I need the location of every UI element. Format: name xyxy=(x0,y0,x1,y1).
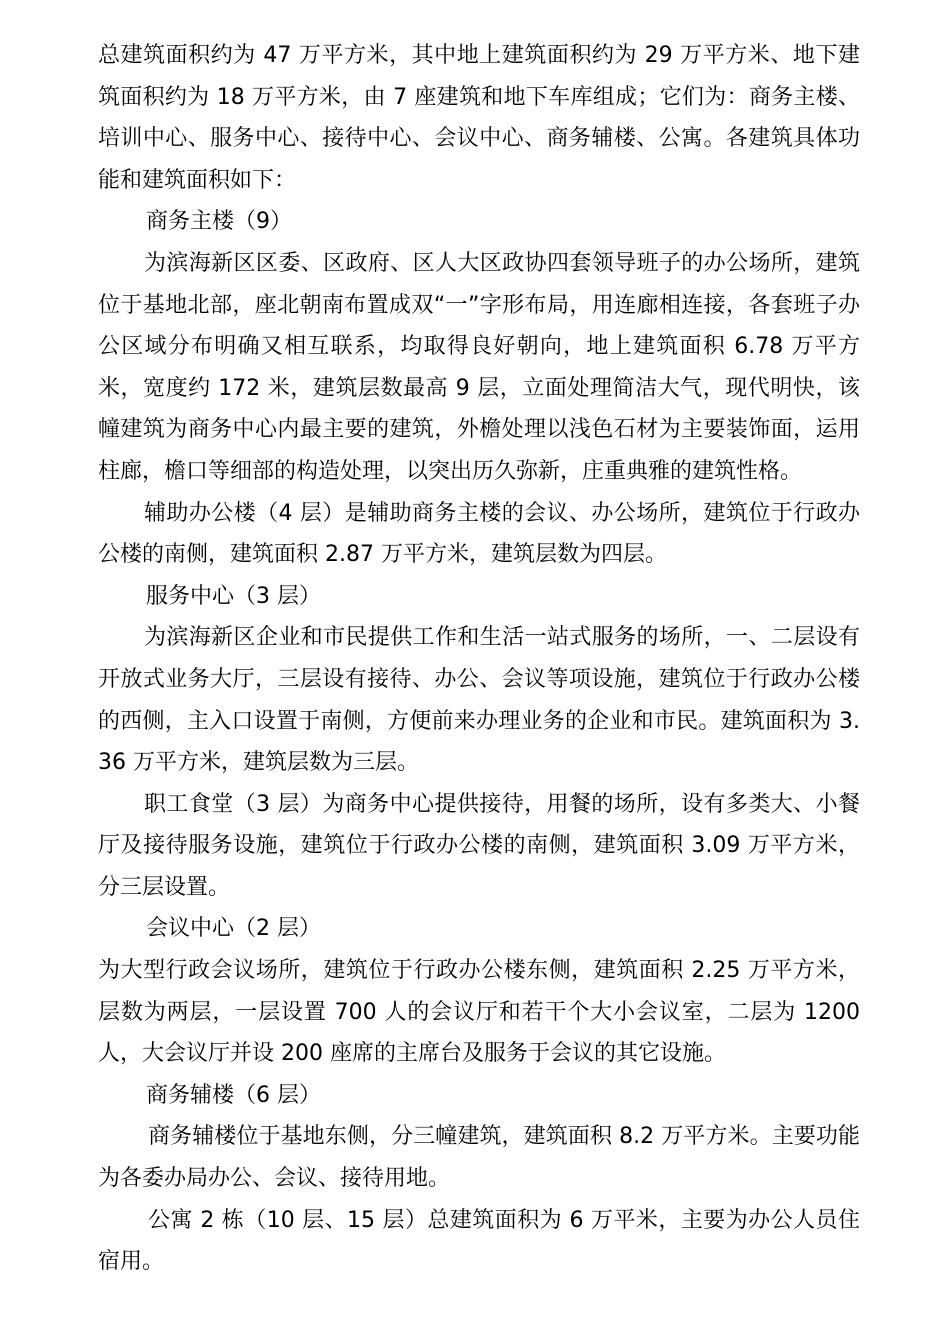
paragraph-apartments: 公寓 2 栋（10 层、15 层）总建筑面积为 6 万平米，主要为办公人员住宿用。 xyxy=(98,1207,860,1275)
paragraph-service-center: 为滨海新区企业和市民提供工作和生活一站式服务的场所，一、二层设有开放式业务大厅，三层设有接待、办公、会议等项设施，建筑位于行政办公楼的西侧，主入口设置于南侧，方便前来办理业务的企业和市民。建筑面积为 3.36 万平方米，建筑层数为三层。 xyxy=(98,625,860,776)
paragraph-auxiliary-office: 辅助办公楼（4 层）是辅助商务主楼的会议、办公场所，建筑位于行政办公楼的南侧，建筑面积 2.87 万平方米，建筑层数为四层。 xyxy=(98,500,860,568)
heading-business-annex: 商务辅楼（6 层） xyxy=(146,1082,321,1108)
paragraph-main-building: 为滨海新区区委、区政府、区人大区政协四套领导班子的办公场所，建筑位于基地北部，座北朝南布置成双“一”字形布局，用连廊相连接，各套班子办公区域分布明确又相互联系，均取得良好朝向，地上建筑面积 6.78 万平方米，宽度约 172 米，建筑层数最高 9 层，立面处理简洁大气，现代明快，该幢建筑为商务中心内最主要的建筑，外檐处理以浅色石材为主要装饰面，运用柱廊，檐口等细部的构造处理，以突出历久弥新，庄重典雅的建筑性格。 xyxy=(98,250,860,484)
document-page xyxy=(98,35,860,1283)
heading-conference-center: 会议中心（2 层） xyxy=(146,916,321,942)
paragraph-conference-center: 为大型行政会议场所，建筑位于行政办公楼东侧，建筑面积 2.25 万平方米，层数为两层，一层设置 700 人的会议厅和若干个大小会议室，二层为 1200 人，大会议厅并设 200 座席的主席台及服务于会议的其它设施。 xyxy=(98,958,860,1067)
heading-main-building: 商务主楼（9） xyxy=(146,209,292,235)
paragraph-staff-canteen: 职工食堂（3 层）为商务中心提供接待，用餐的场所，设有多类大、小餐厅及接待服务设施，建筑位于行政办公楼的南侧，建筑面积 3.09 万平方米，分三层设置。 xyxy=(98,791,860,900)
paragraph-business-annex: 商务辅楼位于基地东侧，分三幢建筑，建筑面积 8.2 万平方米。主要功能为各委办局办公、会议、接待用地。 xyxy=(98,1124,860,1192)
paragraph-overview: 总建筑面积约为 47 万平方米，其中地上建筑面积约为 29 万平方米、地下建筑面积约为 18 万平方米，由 7 座建筑和地下车库组成；它们为：商务主楼、培训中心、服务中心、接待中心、会议中心、商务辅楼、公寓。各建筑具体功能和建筑面积如下： xyxy=(98,43,860,193)
heading-service-center: 服务中心（3 层） xyxy=(146,583,321,609)
